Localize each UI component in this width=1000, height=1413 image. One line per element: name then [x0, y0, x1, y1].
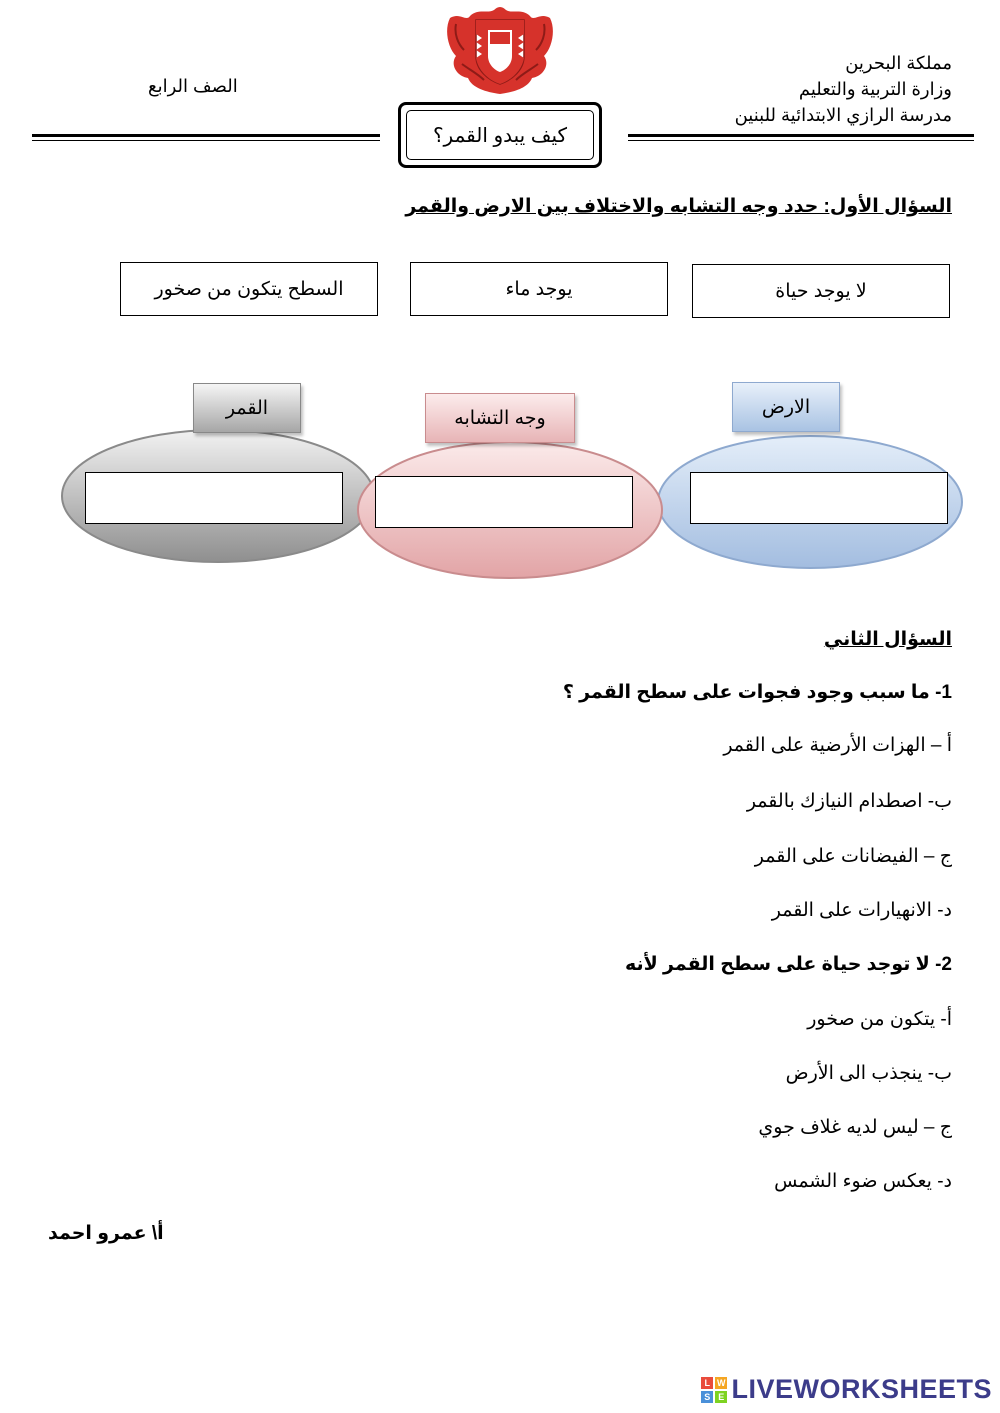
brand-tile: S	[701, 1391, 713, 1403]
header-rule-left	[32, 134, 380, 137]
brand-tile: L	[701, 1377, 713, 1389]
country-name: مملكة البحرين	[845, 53, 952, 73]
teacher-name: أ\ عمرو احمد	[48, 1223, 164, 1244]
earth-answer-box[interactable]	[690, 472, 948, 524]
liveworksheets-logo[interactable]	[701, 1374, 992, 1405]
brand-logo-icon	[701, 1377, 727, 1403]
school-name: مدرسة الرازي الابتدائية للبنين	[734, 105, 952, 125]
q2-2-option-a[interactable]: أ- يتكون من صخور	[807, 1009, 952, 1030]
question2-heading: السؤال الثاني	[823, 629, 952, 650]
grade-label: الصف الرابع	[148, 76, 238, 96]
title-frame	[398, 102, 602, 168]
q2-1-option-a[interactable]: أ – الهزات الأرضية على القمر	[723, 735, 952, 756]
header-rule-right	[628, 134, 974, 137]
q2-2-option-d[interactable]: د- يعكس ضوء الشمس	[774, 1171, 952, 1192]
word-card-rocky-surface[interactable]: السطح يتكون من صخور	[120, 262, 378, 316]
brand-tile: W	[716, 1377, 726, 1388]
ministry-name: وزارة التربية والتعليم	[798, 79, 952, 99]
q2-2-option-b[interactable]: ب- ينجذب الى الأرض	[785, 1063, 952, 1084]
question2-2-text: 2- لا توجد حياة على سطح القمر لأنه	[624, 954, 952, 975]
brand-text: LIVEWORKSHEETS	[731, 1374, 992, 1404]
question1-heading: السؤال الأول: حدد وجه التشابه والاختلاف بين الارض والقمر	[405, 196, 952, 217]
q2-2-option-c[interactable]: ج – ليس لديه غلاف جوي	[758, 1117, 952, 1138]
question2-1-text: 1- ما سبب وجود فجوات على سطح القمر ؟	[562, 682, 952, 703]
worksheet-title: كيف يبدو القمر؟	[406, 110, 594, 160]
q2-1-option-c[interactable]: ج – الفيضانات على القمر	[754, 846, 952, 867]
similarity-label: وجه التشابه	[425, 393, 575, 443]
word-card-no-life[interactable]: لا يوجد حياة	[692, 264, 950, 318]
moon-answer-box[interactable]	[85, 472, 343, 524]
brand-tile: E	[715, 1391, 727, 1403]
earth-label: الارض	[732, 382, 840, 432]
school-header	[735, 50, 952, 128]
similarity-answer-box[interactable]	[375, 476, 633, 528]
q2-1-option-d[interactable]: د- الانهيارات على القمر	[771, 900, 952, 921]
kingdom-emblem	[442, 4, 558, 96]
moon-label: القمر	[193, 383, 301, 433]
q2-1-option-b[interactable]: ب- اصطدام النيازك بالقمر	[746, 791, 952, 812]
word-card-water[interactable]: يوجد ماء	[410, 262, 668, 316]
